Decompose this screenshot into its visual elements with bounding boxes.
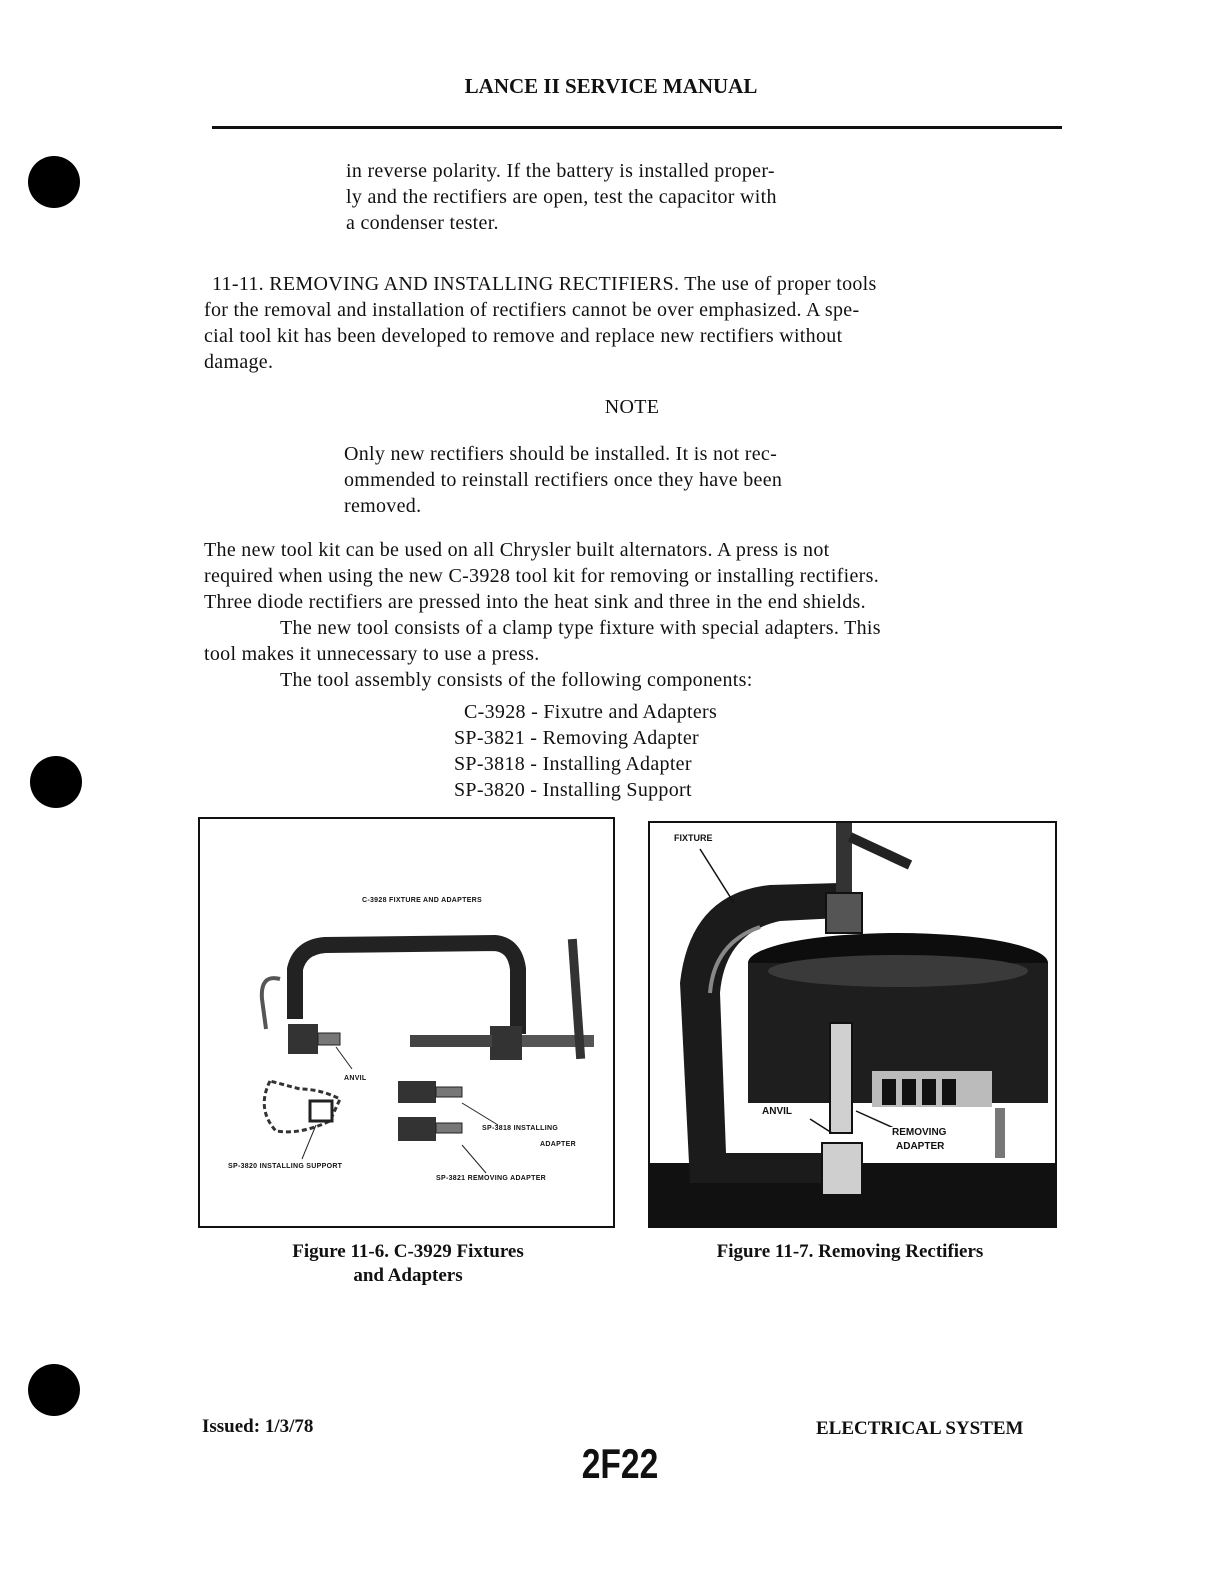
component-item: SP-3821 - Removing Adapter <box>454 727 700 749</box>
page-header-title: LANCE II SERVICE MANUAL <box>464 74 758 98</box>
section-line: for the removal and installation of rectifiers cannot be over emphasized. A spe- <box>204 299 860 321</box>
section-line: damage. <box>204 351 274 373</box>
para-line: The new tool consists of a clamp type fixture with special adapters. This <box>280 617 881 639</box>
para-line: The new tool kit can be used on all Chrysler built alternators. A press is not <box>204 539 830 561</box>
label-installing-adapter: SP-3818 INSTALLING <box>482 1125 559 1132</box>
section-name: ELECTRICAL SYSTEM <box>816 1418 1024 1439</box>
section-line: cial tool kit has been developed to remove and replace new rectifiers without <box>204 325 843 347</box>
label-anvil: ANVIL <box>762 1106 792 1117</box>
label-installing-support: SP-3820 INSTALLING SUPPORT <box>228 1163 343 1170</box>
intro-line: in reverse polarity. If the battery is installed proper- <box>346 160 775 182</box>
para-line: Three diode rectifiers are pressed into the heat sink and three in the end shields. <box>204 591 866 613</box>
figure-11-6-caption <box>248 1240 568 1288</box>
binder-hole-bottom <box>28 1364 80 1416</box>
label-fixture: FIXTURE <box>674 833 713 843</box>
header-rule <box>212 126 1062 129</box>
note-line: Only new rectifiers should be installed. It is not rec- <box>344 443 778 465</box>
caption-line: Figure 11-6. C-3929 Fixtures <box>292 1241 524 1262</box>
label-adapter: ADAPTER <box>896 1141 945 1152</box>
issued-date: Issued: 1/3/78 <box>202 1416 314 1437</box>
binder-hole-top <box>28 156 80 208</box>
para-line: The tool assembly consists of the following components: <box>280 669 753 691</box>
label-anvil: ANVIL <box>344 1075 367 1082</box>
component-item: C-3928 - Fixutre and Adapters <box>464 701 718 723</box>
note-paragraph <box>344 441 944 519</box>
intro-paragraph <box>346 158 946 236</box>
page-code: 2F22 <box>581 1440 659 1487</box>
binder-hole-middle <box>30 756 82 808</box>
label-fixture-adapters: C-3928 FIXTURE AND ADAPTERS <box>362 897 482 904</box>
tool-kit-paragraph <box>204 537 1074 693</box>
figure-11-6-frame <box>198 817 615 1228</box>
note-line: removed. <box>344 495 422 517</box>
label-installing-adapter-2: ADAPTER <box>540 1141 576 1148</box>
label-removing-adapter: SP-3821 REMOVING ADAPTER <box>436 1175 547 1182</box>
figure-11-7-caption: Figure 11-7. Removing Rectifiers <box>716 1241 984 1262</box>
components-list <box>454 699 874 803</box>
figure-11-7-frame <box>648 821 1057 1228</box>
section-line: 11-11. REMOVING AND INSTALLING RECTIFIERS. The use of proper tools <box>212 273 877 295</box>
component-item: SP-3820 - Installing Support <box>454 779 692 801</box>
intro-line: ly and the rectifiers are open, test the capacitor with <box>346 186 777 208</box>
para-line: tool makes it unnecessary to use a press. <box>204 643 540 665</box>
para-line: required when using the new C-3928 tool kit for removing or installing rectifiers. <box>204 565 880 587</box>
component-item: SP-3818 - Installing Adapter <box>454 753 692 775</box>
removing-rectifiers-photo <box>650 823 1055 1226</box>
intro-line: a condenser tester. <box>346 212 499 234</box>
section-11-11-paragraph <box>204 271 1074 375</box>
note-line: ommended to reinstall rectifiers once they have been <box>344 469 783 491</box>
note-heading: NOTE <box>604 396 660 418</box>
caption-line: and Adapters <box>353 1265 463 1286</box>
label-removing: REMOVING <box>892 1127 947 1138</box>
